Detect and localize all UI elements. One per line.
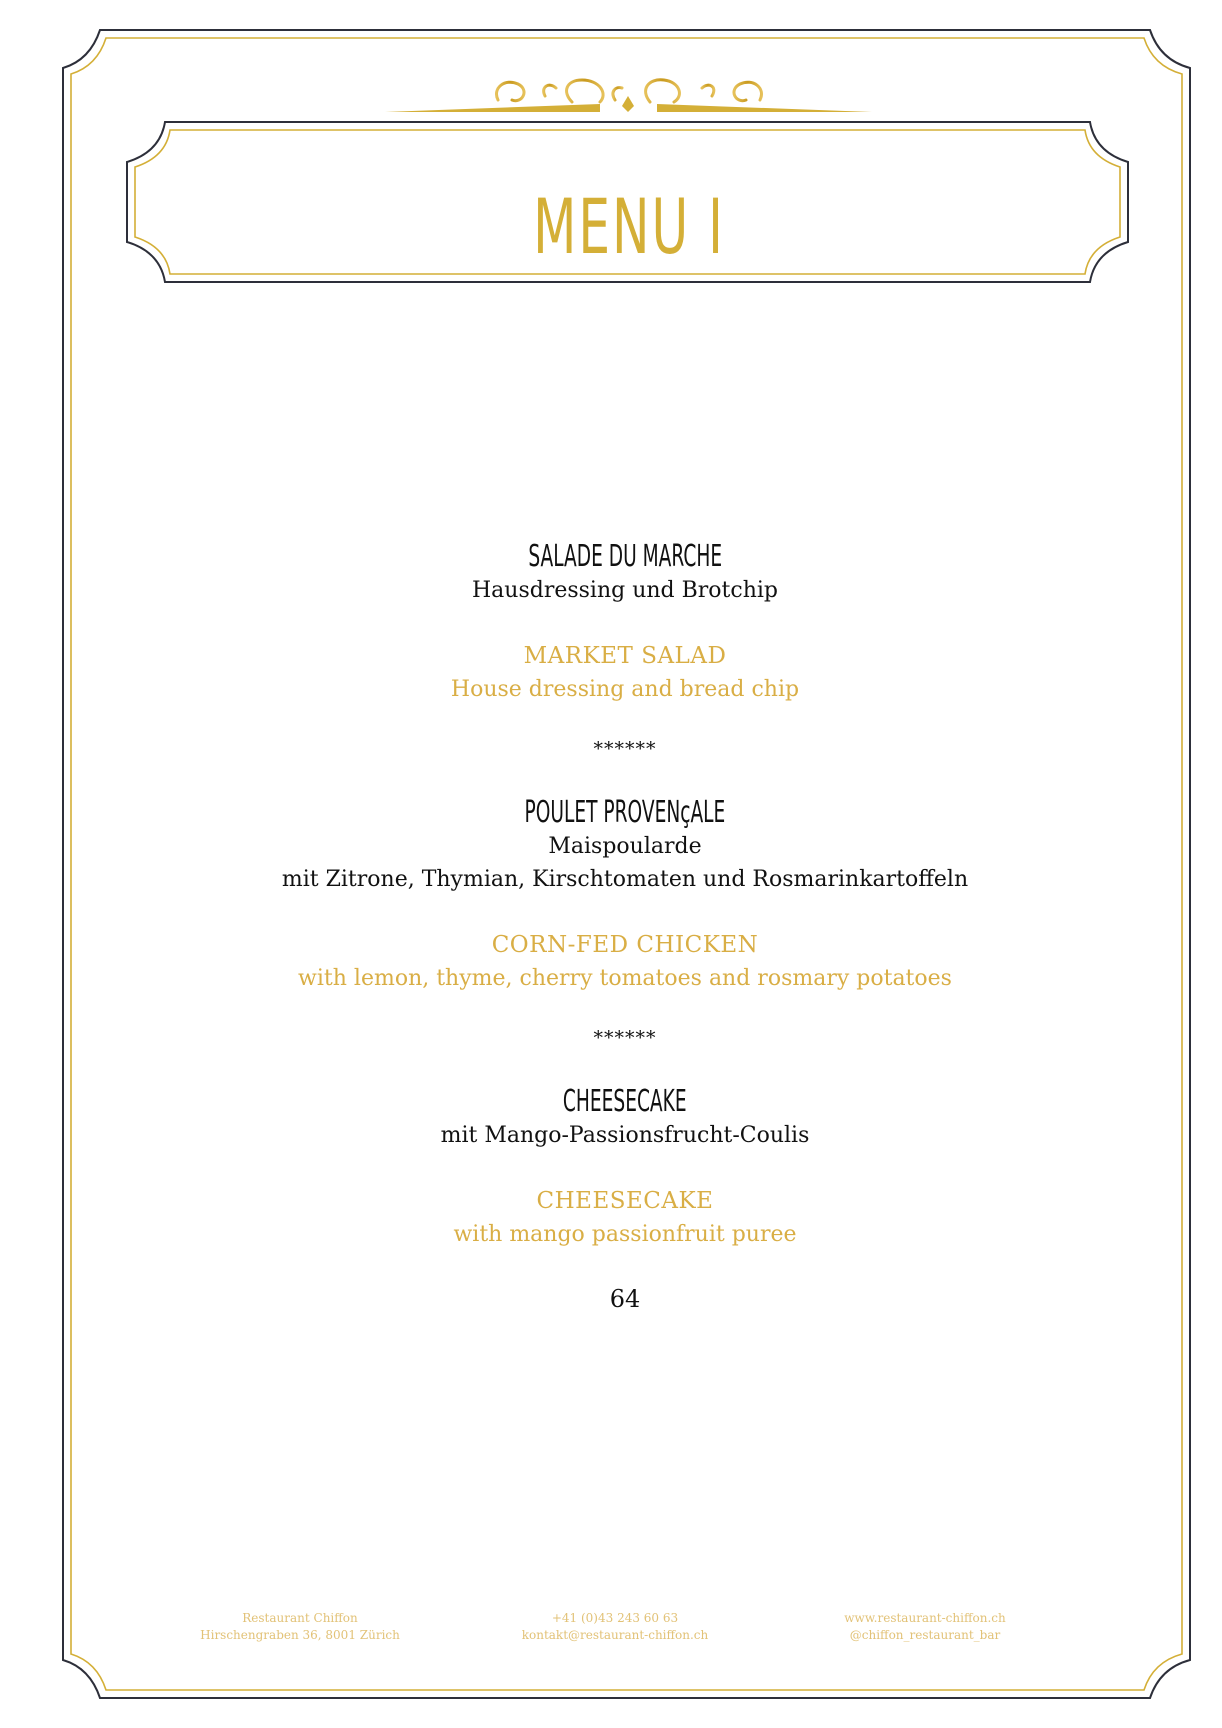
course-title-en: CHEESECAKE (536, 1188, 714, 1214)
course-salad (70, 540, 1180, 706)
course-title-de: SALADE DU MARCHE (528, 539, 722, 574)
page-title: MENU I (533, 181, 725, 271)
menu-content (70, 540, 1180, 1313)
footer-line: Hirschengraben 36, 8001 Zürich (200, 1628, 400, 1642)
footer-social-handle[interactable]: @chiffon_restaurant_bar (849, 1628, 1001, 1642)
ornament-icon (385, 80, 872, 112)
course-desc-de: Hausdressing und Brotchip (471, 578, 779, 603)
course-desc-de: Maispoularde (548, 834, 702, 859)
footer-phone: +41 (0)43 243 60 63 (551, 1611, 679, 1625)
footer-address (170, 1610, 430, 1644)
separator: ****** (593, 1027, 657, 1049)
price: 64 (609, 1285, 641, 1313)
course-title-de: CHEESECAKE (563, 1084, 687, 1119)
course-desc-de: mit Zitrone, Thymian, Kirschtomaten und Rosmarinkartoffeln (281, 867, 969, 892)
footer-line: Restaurant Chiffon (242, 1611, 358, 1625)
course-desc-en: House dressing and bread chip (450, 677, 800, 702)
footer-web (795, 1610, 1055, 1644)
course-title-en: MARKET SALAD (523, 643, 727, 669)
course-title-en: CORN-FED CHICKEN (491, 932, 759, 958)
course-chicken (70, 796, 1180, 995)
footer-email[interactable]: kontakt@restaurant-chiffon.ch (521, 1628, 709, 1642)
footer-contact (485, 1610, 745, 1644)
course-title-de: POULET PROVENçALE (524, 795, 726, 830)
course-desc-de: mit Mango-Passionsfrucht-Coulis (440, 1123, 810, 1148)
footer-website-link[interactable]: www.restaurant-chiffon.ch (844, 1611, 1006, 1625)
course-cheesecake (70, 1085, 1180, 1251)
separator: ****** (593, 738, 657, 760)
course-desc-en: with mango passionfruit puree (453, 1222, 797, 1247)
course-desc-en: with lemon, thyme, cherry tomatoes and rosmary potatoes (298, 966, 952, 991)
